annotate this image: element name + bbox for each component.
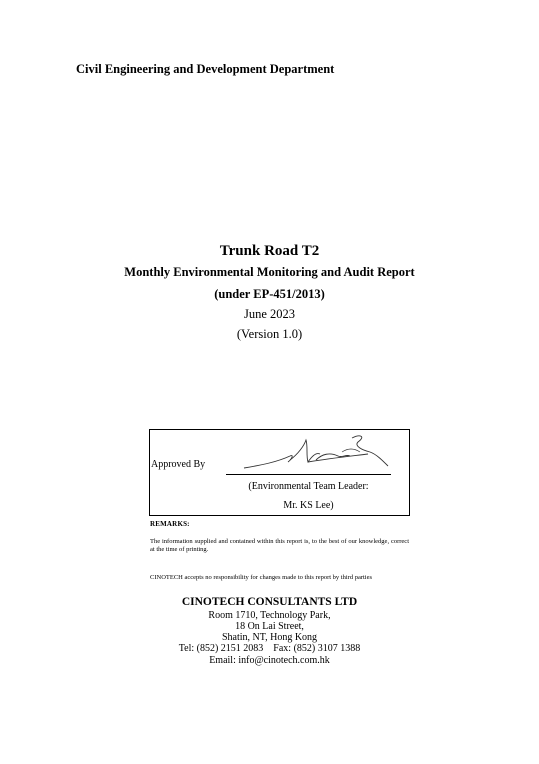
email-line: Email: info@cinotech.com.hk: [209, 655, 330, 666]
signature-image: [242, 432, 392, 474]
contact-line: Tel: (852) 2151 2083 Fax: (852) 3107 1388: [178, 643, 361, 654]
report-title: Trunk Road T2: [219, 243, 320, 259]
approval-box: [149, 429, 410, 516]
remarks-heading: REMARKS:: [150, 520, 190, 528]
approved-by-label: Approved By: [151, 459, 206, 470]
address-line-1: Room 1710, Technology Park,: [208, 610, 331, 621]
company-name: CINOTECH CONSULTANTS LTD: [181, 596, 358, 608]
leader-role: (Environmental Team Leader:: [248, 481, 369, 492]
signature-line: [226, 474, 391, 475]
address-line-3: Shatin, NT, Hong Kong: [221, 632, 318, 643]
ep-reference: (under EP-451/2013): [214, 287, 325, 301]
remarks-text: The information supplied and contained within this report is, to the best of our knowledge, correct at the time of printing.: [150, 538, 409, 553]
address-line-2: 18 On Lai Street,: [235, 621, 304, 632]
report-version: (Version 1.0): [236, 327, 303, 341]
leader-name: Mr. KS Lee): [283, 500, 334, 511]
disclaimer-text: CINOTECH accepts no responsibility for changes made to this report by third parties: [150, 574, 373, 581]
department-name: Civil Engineering and Development Department: [76, 62, 335, 76]
report-subtitle: Monthly Environmental Monitoring and Audit Report: [124, 265, 415, 279]
report-date: June 2023: [243, 307, 296, 321]
